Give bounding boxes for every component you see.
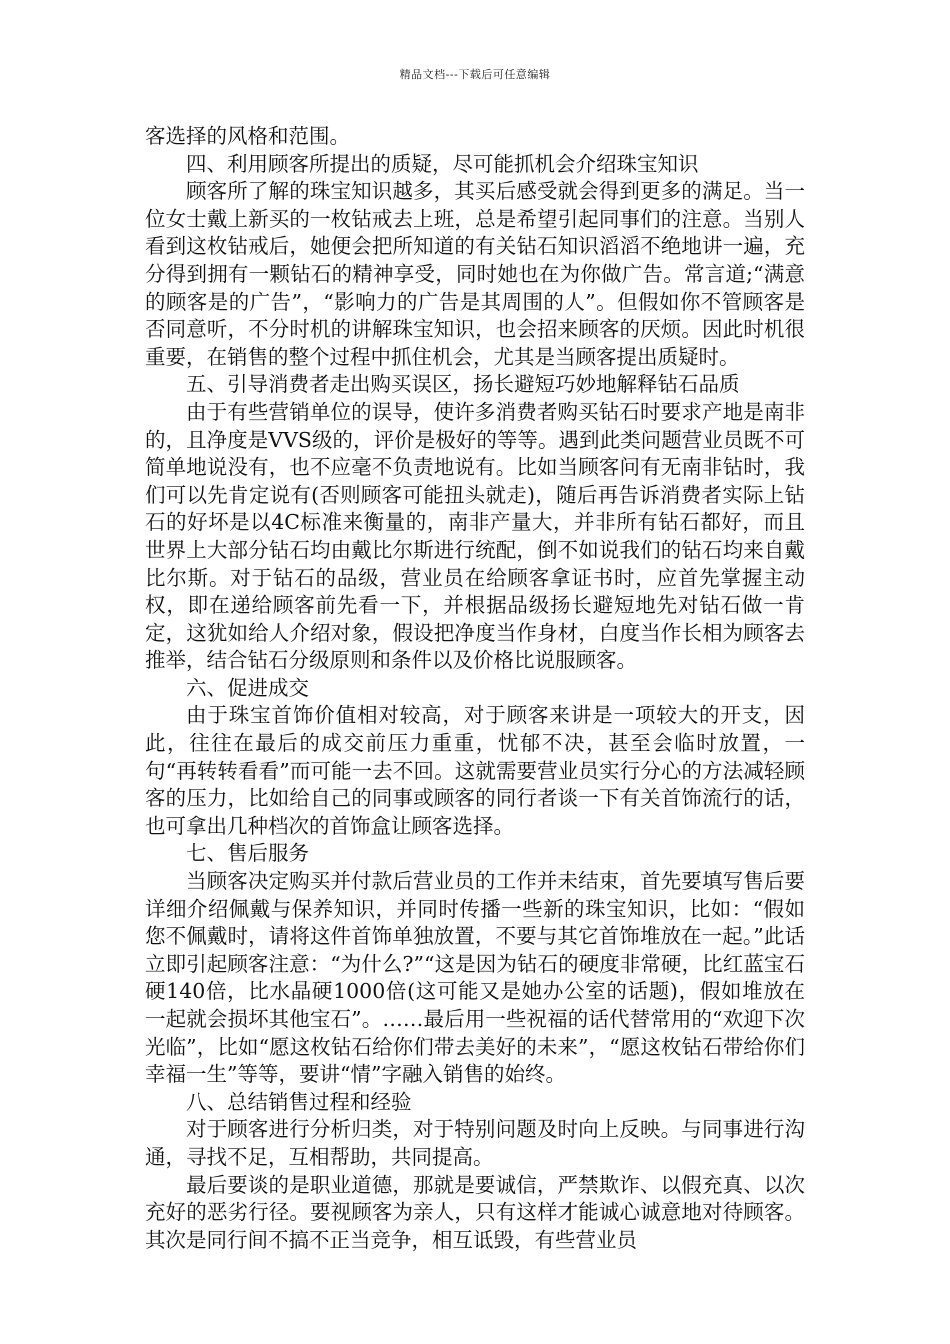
paragraph: 最后要谈的是职业道德，那就是要诚信，严禁欺诈、以假充真、以次充好的恶劣行径。要视顾客为亲人，只有这样才能诚心诚意地对待顾客。其次是同行间不搞不正当竞争，相互诋毁，有些营业员 bbox=[145, 1172, 805, 1252]
page-header: 精品文档---下载后可任意编辑 bbox=[399, 68, 551, 81]
section-heading: 八、总结销售过程和经验 bbox=[186, 1089, 412, 1114]
paragraph: 由于珠宝首饰价值相对较高，对于顾客来讲是一项较大的开支，因此，往往在最后的成交前压力重重，忧郁不决，甚至会临时放置，一句“再转转看看”而可能一去不回。这就需要营业员实行分心的方法减轻顾客的压力，比如给自己的同事或顾客的同行者谈一下有关首饰流行的话，也可拿出几种档次的首饰盒让顾客选择。 bbox=[145, 703, 805, 838]
paragraph: 客选择的风格和范围。 bbox=[145, 124, 350, 148]
section-heading: 四、利用顾客所提出的质疑，尽可能抓机会介绍珠宝知识 bbox=[186, 151, 699, 176]
paragraph: 由于有些营销单位的误导，使许多消费者购买钻石时要求产地是南非的，且净度是VVS级的，评价是极好的等等。遇到此类问题营业员既不可简单地说没有，也不应毫不负责地说有。比如当顾客问有无南非钻时，我们可以先肯定说有(否则顾客可能扭头就走)，随后再告诉消费者实际上钻石的好坏是以4C标准来衡量的，南非产量大，并非所有钻石都好，而且世界上大部分钻石均由戴比尔斯进行统配，倒不如说我们的钻石均来自戴比尔斯。对于钻石的品级，营业员在给顾客拿证书时，应首先掌握主动权，即在递给顾客前先看一下，并根据品级扬长避短地先对钻石做一肯定，这犹如给人介绍对象，假设把净度当作身材，白度当作长相为顾客去推举，结合钻石分级原则和条件以及价格比说服顾客。 bbox=[145, 399, 805, 673]
document-body bbox=[145, 123, 805, 1254]
paragraph: 当顾客决定购买并付款后营业员的工作并未结束，首先要填写售后要详细介绍佩戴与保养知识，并同时传播一些新的珠宝知识，比如：“假如您不佩戴时，请将这件首饰单独放置，不要与其它首饰堆放在一起。”此话立即引起顾客注意：“为什么?”“这是因为钻石的硬度非常硬，比红蓝宝石硬140倍，比水晶硬1000倍(这可能又是她办公室的话题)，假如堆放在一起就会损坏其他宝石”。……最后用一些祝福的话代替常用的“欢迎下次光临”，比如“愿这枚钻石给你们带去美好的未来”，“愿这枚钻石带给你们幸福一生”等等，要讲“情”字融入销售的始终。 bbox=[145, 869, 805, 1087]
section-heading: 七、售后服务 bbox=[186, 841, 309, 866]
section-heading: 六、促进成交 bbox=[186, 675, 309, 700]
paragraph: 顾客所了解的珠宝知识越多，其买后感受就会得到更多的满足。当一位女士戴上新买的一枚钻戒去上班，总是希望引起同事们的注意。当别人看到这枚钻戒后，她便会把所知道的有关钻石知识滔滔不绝地讲一遍，充分得到拥有一颗钻石的精神享受，同时她也在为你做广告。常言道;“满意的顾客是的广告”，“影响力的广告是其周围的人”。但假如你不管顾客是否同意听，不分时机的讲解珠宝知识，也会招来顾客的厌烦。因此时机很重要，在销售的整个过程中抓住机会，尤其是当顾客提出质疑时。 bbox=[145, 179, 805, 369]
section-heading: 五、引导消费者走出购买误区，扬长避短巧妙地解释钻石品质 bbox=[186, 372, 740, 397]
paragraph: 对于顾客进行分析归类，对于特别问题及时向上反映。与同事进行沟通，寻找不足，互相帮助，共同提高。 bbox=[145, 1117, 805, 1169]
